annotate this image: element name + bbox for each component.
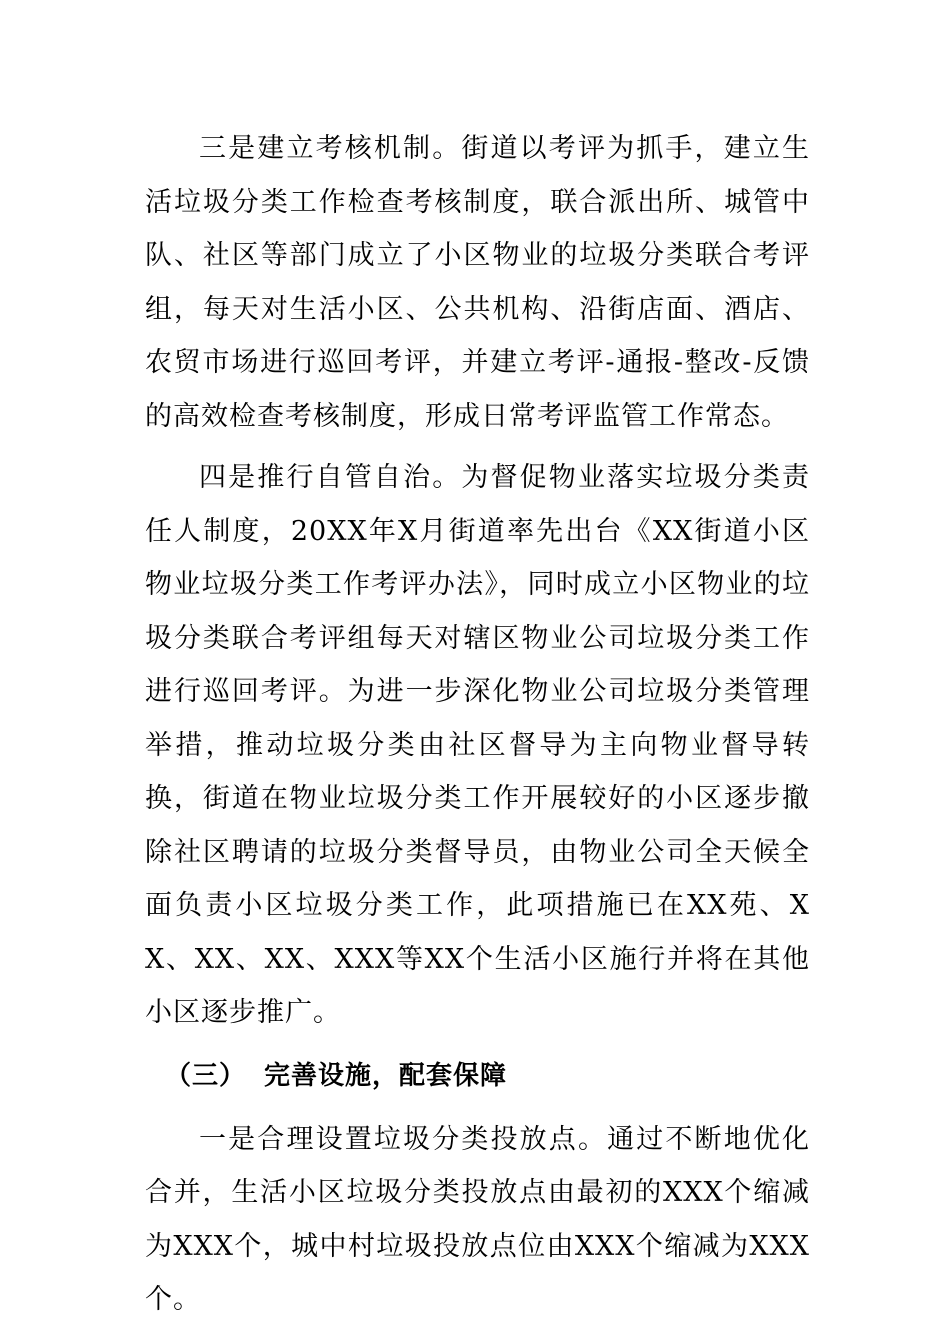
paragraph-assessment-mechanism: 三是建立考核机制。街道以考评为抓手，建立生活垃圾分类工作检查考核制度，联合派出所、城管中队、社区等部门成立了小区物业的垃圾分类联合考评组，每天对生活小区、公共机构、沿街店面、酒店、农贸市场进行巡回考评，并建立考评-通报-整改-反馈的高效检查考核制度，形成日常考评监管工作常态。	[145, 133, 810, 432]
document-page	[145, 122, 810, 1327]
paragraph-drop-points: 一是合理设置垃圾分类投放点。通过不断地优化合并，生活小区垃圾分类投放点由最初的XXX个缩减为XXX个，城中村垃圾投放点位由XXX个缩减为XXX个。	[145, 1123, 810, 1315]
paragraph-self-management: 四是推行自管自治。为督促物业落实垃圾分类责任人制度，20XX年X月街道率先出台《XX街道小区物业垃圾分类工作考评办法》，同时成立小区物业的垃圾分类联合考评组每天对辖区物业公司垃圾分类工作进行巡回考评。为进一步深化物业公司垃圾分类管理举措，推动垃圾分类由社区督导为主向物业督导转换，街道在物业垃圾分类工作开展较好的小区逐步撤除社区聘请的垃圾分类督导员，由物业公司全天候全面负责小区垃圾分类工作，此项措施已在XX苑、XX、XX、XX、XXX等XX个生活小区施行并将在其他小区逐步推广。	[145, 462, 810, 1028]
section-title: 完善设施，配套保障	[264, 1060, 508, 1091]
section-heading	[145, 1050, 810, 1103]
section-number: （三）	[165, 1060, 247, 1091]
